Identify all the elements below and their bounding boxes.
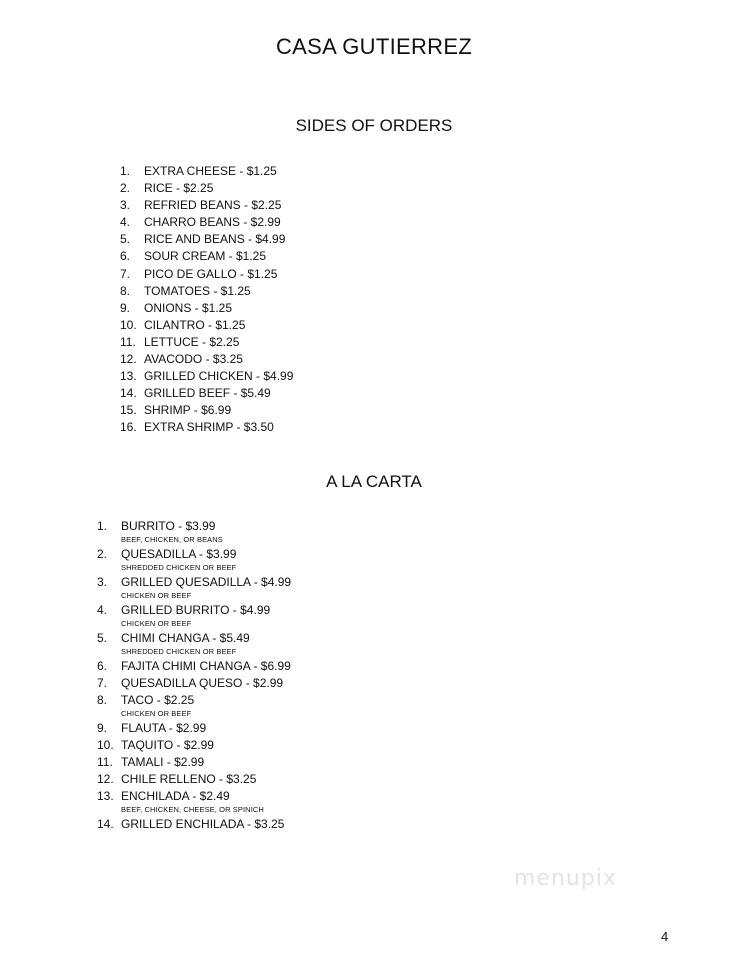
item-name-price: LETTUCE - $2.25 bbox=[144, 334, 240, 349]
item-number: 8. bbox=[97, 693, 108, 707]
item-number: 6. bbox=[120, 249, 131, 264]
item-number: 2. bbox=[97, 547, 108, 561]
a-la-carta-section-title: A LA CARTA bbox=[326, 472, 422, 491]
item-number: 7. bbox=[97, 676, 108, 690]
item-description: BEEF, CHICKEN, CHEESE, OR SPINICH bbox=[121, 805, 264, 814]
a-la-carta-item bbox=[97, 676, 291, 691]
item-number: 3. bbox=[97, 575, 108, 589]
item-name-price: GRILLED BEEF - $5.49 bbox=[144, 386, 271, 401]
item-number: 9. bbox=[97, 721, 108, 735]
item-name-price: AVACODO - $3.25 bbox=[144, 352, 243, 367]
item-number: 13. bbox=[97, 789, 114, 803]
a-la-carta-item bbox=[97, 547, 291, 573]
item-number: 11. bbox=[97, 755, 113, 769]
side-item bbox=[120, 197, 293, 214]
side-item bbox=[120, 266, 293, 283]
item-name-price: EXTRA SHRIMP - $3.50 bbox=[144, 420, 274, 435]
item-name-price: PICO DE GALLO - $1.25 bbox=[144, 266, 278, 281]
sides-section-title: SIDES OF ORDERS bbox=[295, 116, 453, 135]
item-number: 12. bbox=[120, 352, 137, 367]
item-number: 5. bbox=[120, 232, 131, 247]
item-number: 16. bbox=[120, 420, 137, 435]
item-name-price: BURRITO - $3.99 bbox=[121, 519, 216, 533]
item-description: CHICKEN OR BEEF bbox=[121, 591, 192, 600]
item-number: 14. bbox=[120, 386, 137, 401]
item-name-price: TAQUITO - $2.99 bbox=[121, 738, 214, 752]
item-number: 1. bbox=[97, 519, 108, 533]
item-description: CHICKEN OR BEEF bbox=[121, 709, 192, 718]
item-name-price: FLAUTA - $2.99 bbox=[121, 721, 207, 735]
item-name-price: CHIMI CHANGA - $5.49 bbox=[121, 631, 250, 645]
item-description: BEEF, CHICKEN, OR BEANS bbox=[121, 535, 223, 544]
item-name-price: TOMATOES - $1.25 bbox=[144, 283, 251, 298]
item-name-price: CHILE RELLENO - $3.25 bbox=[121, 772, 257, 786]
side-item bbox=[120, 385, 293, 402]
item-number: 10. bbox=[120, 317, 137, 332]
item-number: 4. bbox=[120, 215, 131, 230]
item-name-price: CILANTRO - $1.25 bbox=[144, 317, 246, 332]
a-la-carta-item bbox=[97, 738, 291, 753]
item-number: 2. bbox=[120, 181, 131, 196]
item-name-price: SHRIMP - $6.99 bbox=[144, 403, 232, 418]
item-name-price: FAJITA CHIMI CHANGA - $6.99 bbox=[121, 659, 291, 673]
item-number: 7. bbox=[120, 266, 131, 281]
item-name-price: TACO - $2.25 bbox=[121, 693, 195, 707]
item-number: 3. bbox=[120, 198, 131, 213]
a-la-carta-item bbox=[97, 603, 291, 629]
item-number: 15. bbox=[120, 403, 137, 418]
restaurant-title: CASA GUTIERREZ bbox=[275, 34, 473, 59]
item-number: 11. bbox=[120, 334, 136, 349]
item-description: SHREDDED CHICKEN OR BEEF bbox=[121, 647, 237, 656]
item-number: 13. bbox=[120, 369, 137, 384]
side-item bbox=[120, 248, 293, 265]
item-number: 6. bbox=[97, 659, 108, 673]
item-number: 12. bbox=[97, 772, 114, 786]
a-la-carta-item bbox=[97, 631, 291, 657]
item-name-price: ONIONS - $1.25 bbox=[144, 300, 233, 315]
a-la-carta-item bbox=[97, 659, 291, 674]
a-la-carta-item bbox=[97, 755, 291, 770]
item-name-price: GRILLED QUESADILLA - $4.99 bbox=[121, 575, 292, 589]
side-item bbox=[120, 368, 293, 385]
item-number: 14. bbox=[97, 817, 114, 831]
item-name-price: TAMALI - $2.99 bbox=[121, 755, 205, 769]
side-item bbox=[120, 300, 293, 317]
a-la-carta-item bbox=[97, 817, 291, 832]
a-la-carta-item bbox=[97, 789, 291, 815]
side-item bbox=[120, 180, 293, 197]
item-name-price: GRILLED CHICKEN - $4.99 bbox=[144, 369, 294, 384]
side-item bbox=[120, 402, 293, 419]
sides-list bbox=[120, 163, 293, 437]
item-name-price: RICE AND BEANS - $4.99 bbox=[144, 232, 286, 247]
item-description: SHREDDED CHICKEN OR BEEF bbox=[121, 563, 237, 572]
a-la-carta-item bbox=[97, 721, 291, 736]
item-name-price: SOUR CREAM - $1.25 bbox=[144, 249, 267, 264]
side-item bbox=[120, 214, 293, 231]
item-name-price: REFRIED BEANS - $2.25 bbox=[144, 198, 282, 213]
item-number: 5. bbox=[97, 631, 108, 645]
a-la-carta-item bbox=[97, 772, 291, 787]
menupix-watermark: menupix bbox=[514, 866, 617, 891]
item-number: 4. bbox=[97, 603, 108, 617]
side-item bbox=[120, 231, 293, 248]
item-name-price: CHARRO BEANS - $2.99 bbox=[144, 215, 281, 230]
item-name-price: GRILLED BURRITO - $4.99 bbox=[121, 603, 271, 617]
item-name-price: EXTRA CHEESE - $1.25 bbox=[144, 164, 277, 178]
side-item bbox=[120, 163, 293, 180]
item-name-price: RICE - $2.25 bbox=[144, 181, 214, 196]
side-item bbox=[120, 334, 293, 351]
item-name-price: ENCHILADA - $2.49 bbox=[121, 789, 230, 803]
side-item bbox=[120, 283, 293, 300]
item-number: 10. bbox=[97, 738, 114, 752]
item-number: 8. bbox=[120, 283, 131, 298]
item-description: CHICKEN OR BEEF bbox=[121, 619, 192, 628]
item-name-price: GRILLED ENCHILADA - $3.25 bbox=[121, 817, 285, 831]
a-la-carta-item bbox=[97, 519, 291, 545]
page-number: 4 bbox=[661, 929, 669, 944]
a-la-carta-item bbox=[97, 575, 291, 601]
side-item bbox=[120, 419, 293, 436]
item-name-price: QUESADILLA - $3.99 bbox=[121, 547, 237, 561]
side-item bbox=[120, 351, 293, 368]
item-name-price: QUESADILLA QUESO - $2.99 bbox=[121, 676, 284, 690]
item-number: 1. bbox=[120, 164, 131, 178]
a-la-carta-list bbox=[97, 519, 291, 834]
a-la-carta-item bbox=[97, 693, 291, 719]
side-item bbox=[120, 317, 293, 334]
item-number: 9. bbox=[120, 300, 131, 315]
